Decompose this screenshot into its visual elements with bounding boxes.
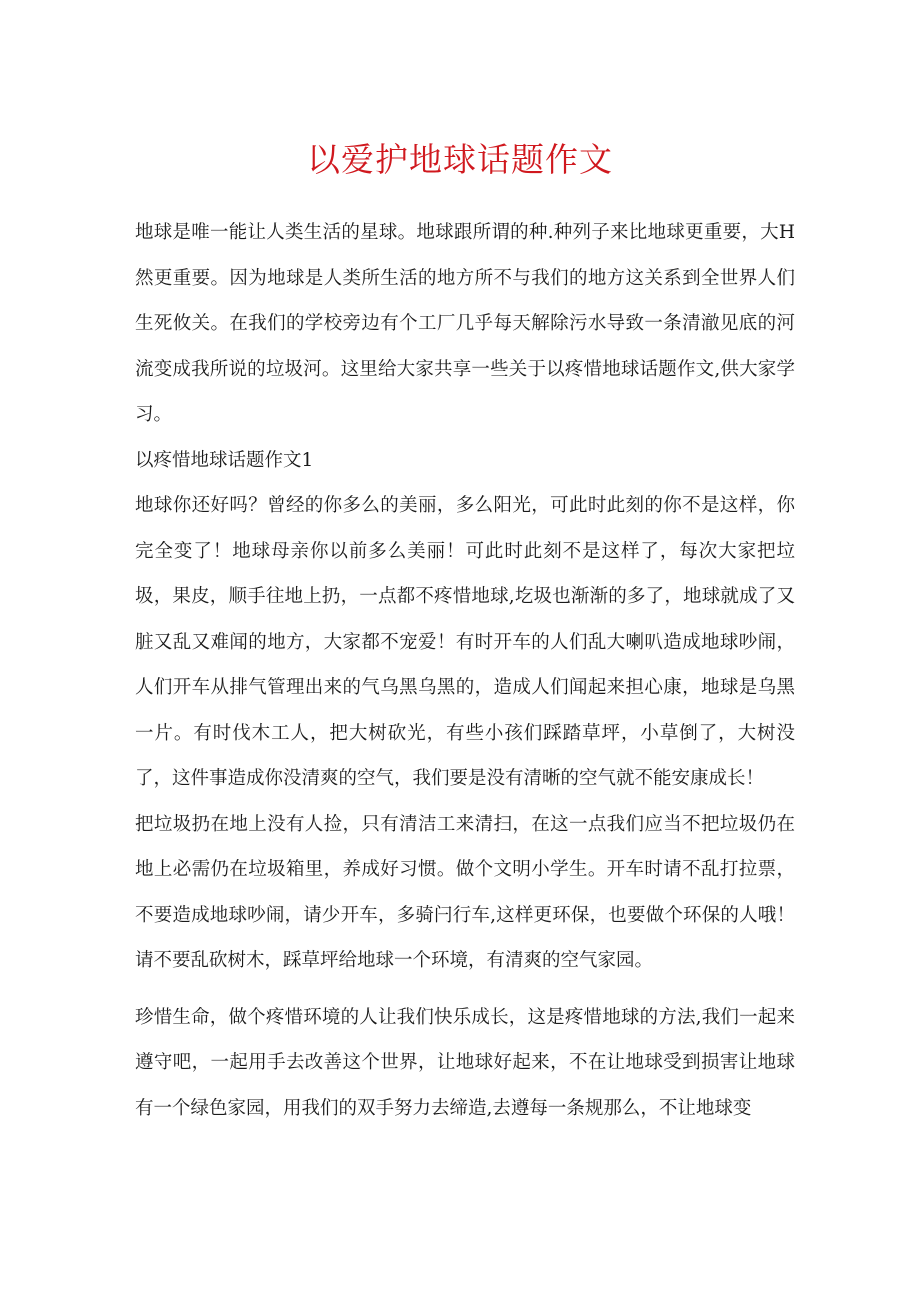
document-title: 以爱护地球话题作文 (307, 140, 613, 179)
section-heading: 以疼惜地球话题作文1 (135, 449, 314, 471)
body-paragraph-3: 珍惜生命，做个疼惜环境的人让我们快乐成长，这是疼惜地球的方法,我们一起来遵守吧，一起用手去改善这个世界，让地球好起来，不在让地球受到损害让地球有一个绿色家园，用我们的双手努力去缔造,去遵每一条规那么，不让地球变 (135, 1006, 795, 1119)
intro-paragraph: 地球是唯一能让人类生活的星球。地球跟所谓的种.种列子来比地球更重要，大H然更重要。因为地球是人类所生活的地方所不与我们的地方这关系到全世界人们生死攸关。在我们的学校旁边有个工厂几乎每天解除污水导致一条清澈见底的河流变成我所说的垃圾河。这里给大家共享一些关于以疼惜地球话题作文,供大家学习。 (135, 222, 795, 425)
body-paragraph-1: 地球你还好吗？曾经的你多么的美丽，多么阳光，可此时此刻的你不是这样，你完全变了！地球母亲你以前多么美丽！可此时此刻不是这样了，每次大家把垃圾，果皮，顺手往地上扔，一点都不疼惜地球,圪圾也渐渐的多了，地球就成了又脏又乱又难闻的地方，大家都不宠爱！有时开车的人们乱大喇叭造成地球吵闹，人们开车从排气管理出来的气乌黑乌黑的，造成人们闻起来担心康，地球是乌黑一片。有时伐木工人，把大树砍光，有些小孩们踩踏草坪，小草倒了，大树没了，这件事造成你没清爽的空气，我们要是没有清晰的空气就不能安康成长！ (135, 495, 795, 789)
body-paragraph-2: 把垃圾扔在地上没有人捡，只有清洁工来清扫，在这一点我们应当不把垃圾仍在地上必需仍在垃圾箱里，养成好习惯。做个文明小学生。开车时请不乱打拉票，不要造成地球吵闹，请少开车，多骑闩行车,这样更环保，也要做个环保的人哦！请不要乱砍树木，踩草坪给地球一个环境，有清爽的空气家园。 (135, 813, 795, 971)
document-body (135, 210, 795, 1131)
